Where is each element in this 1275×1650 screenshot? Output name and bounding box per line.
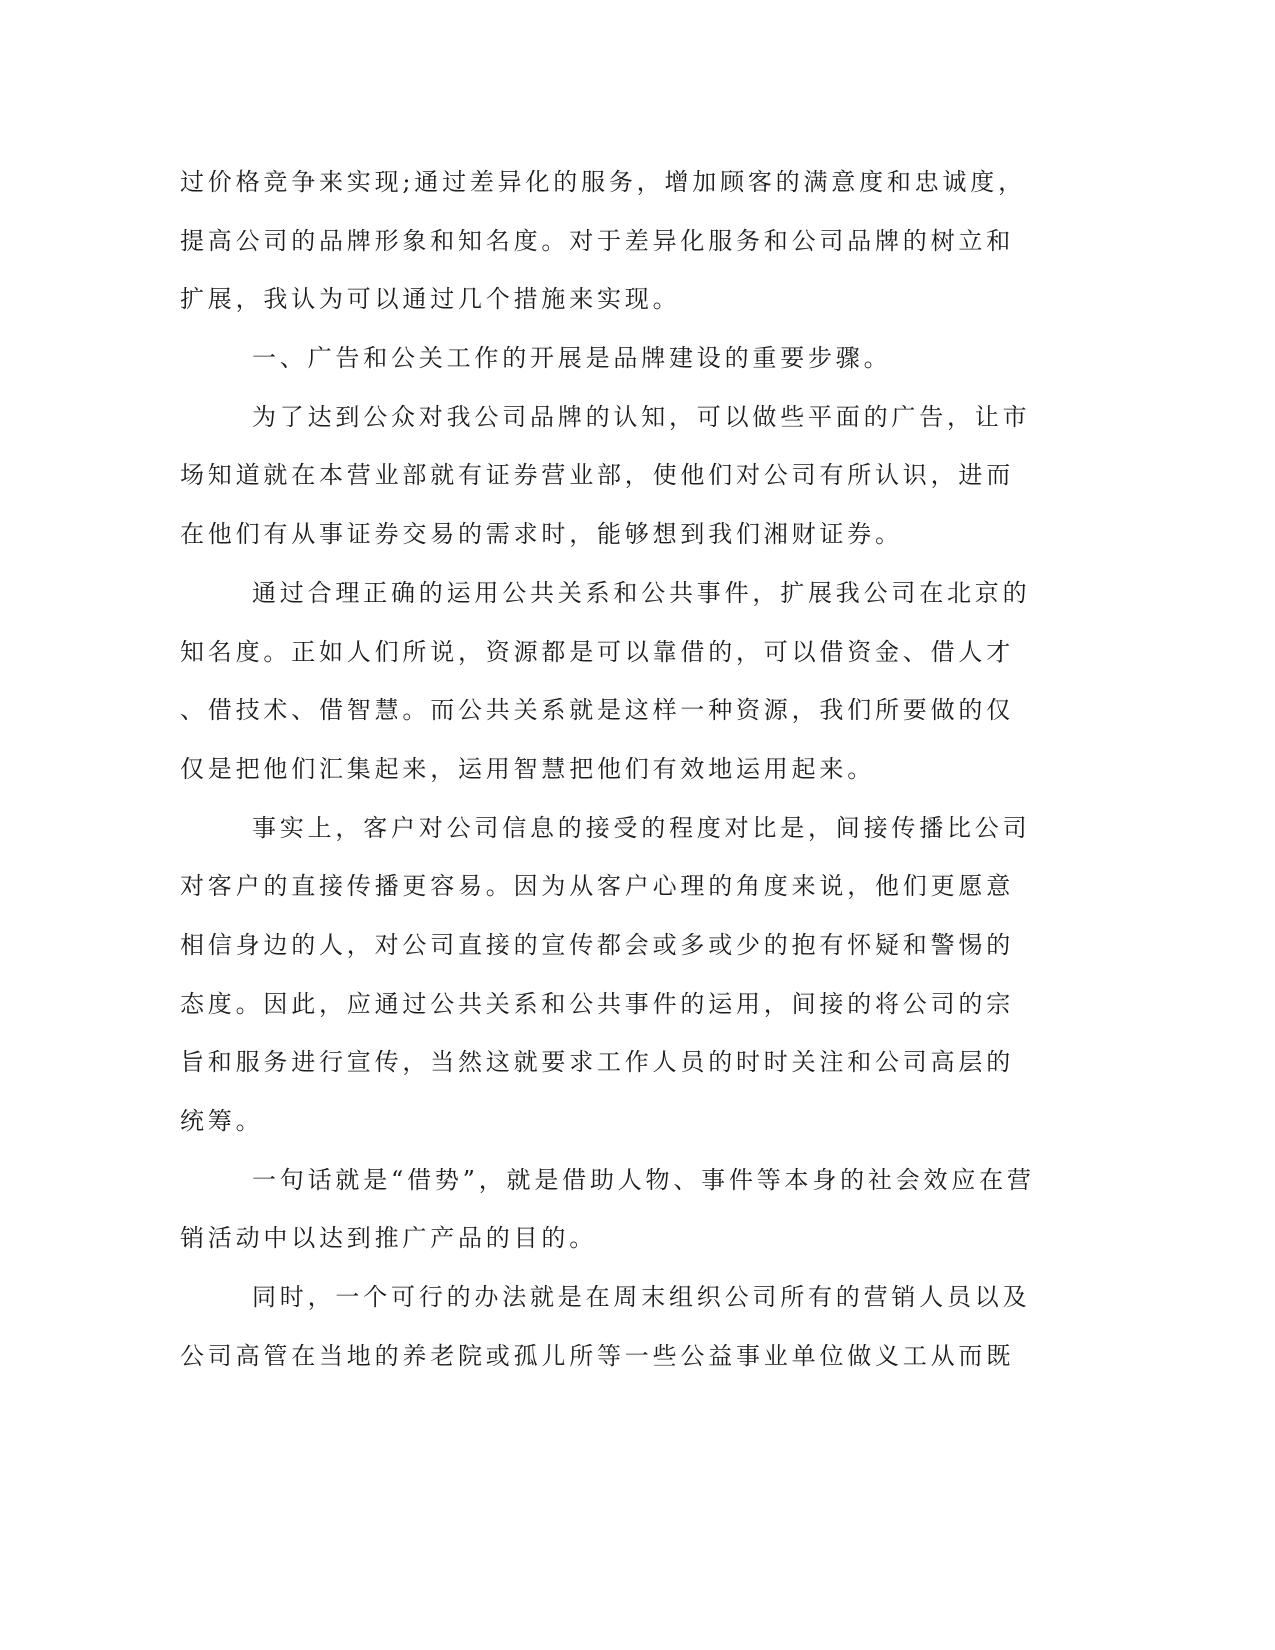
section-heading [180,329,1100,388]
text-line: 公司高管在当地的养老院或孤儿所等一些公益事业单位做义工从而既 [180,1341,1014,1370]
text-line: 一句话就是“借势”，就是借助人物、事件等本身的社会效应在营 [252,1165,1035,1194]
text-line: 同时，一个可行的办法就是在周末组织公司所有的营销人员以及 [252,1283,1031,1312]
text-line: 为了达到公众对我公司品牌的认知，可以做些平面的广告，让市 [252,402,1031,431]
text-line: 场知道就在本营业部就有证券营业部，使他们对公司有所认识，进而 [180,461,1014,490]
paragraph-advertising [180,388,1100,564]
paragraph-public-relations [180,564,1100,799]
text-line: 事实上，客户对公司信息的接受的程度对比是，间接传播比公司 [252,813,1031,842]
text-line: 对客户的直接传播更容易。因为从客户心理的角度来说，他们更愿意 [180,872,1014,901]
paragraph-leverage [180,1151,1100,1268]
text-line: 过价格竞争来实现;通过差异化的服务，增加顾客的满意度和忠诚度， [180,168,1026,196]
text-line: 旨和服务进行宣传，当然这就要求工作人员的时时关注和公司高层的 [180,1048,1014,1077]
text-line: 、借技术、借智慧。而公共关系就是这样一种资源，我们所要做的仅 [180,696,1014,725]
text-line: 知名度。正如人们所说，资源都是可以靠借的，可以借资金、借人才 [180,637,1014,666]
text-line: 态度。因此，应通过公共关系和公共事件的运用，间接的将公司的宗 [180,989,1014,1018]
text-line: 通过合理正确的运用公共关系和公共事件，扩展我公司在北京的 [252,578,1031,607]
paragraph-volunteering [180,1268,1100,1385]
text-line: 仅是把他们汇集起来，运用智慧把他们有效地运用起来。 [180,754,875,783]
paragraph-continuation [180,153,1100,329]
text-line: 相信身边的人，对公司直接的宣传都会或多或少的抱有怀疑和警惕的 [180,930,1014,959]
heading-line: 一、广告和公关工作的开展是品牌建设的重要步骤。 [252,344,892,373]
text-line: 销活动中以达到推广产品的目的。 [180,1224,597,1253]
text-line: 扩展，我认为可以通过几个措施来实现。 [180,285,681,314]
paragraph-indirect-communication [180,799,1100,1151]
text-line: 在他们有从事证券交易的需求时，能够想到我们湘财证券。 [180,520,903,549]
document-body [180,153,1100,1385]
text-line: 统筹。 [180,1107,264,1135]
text-line: 提高公司的品牌形象和知名度。对于差异化服务和公司品牌的树立和 [180,226,1014,255]
